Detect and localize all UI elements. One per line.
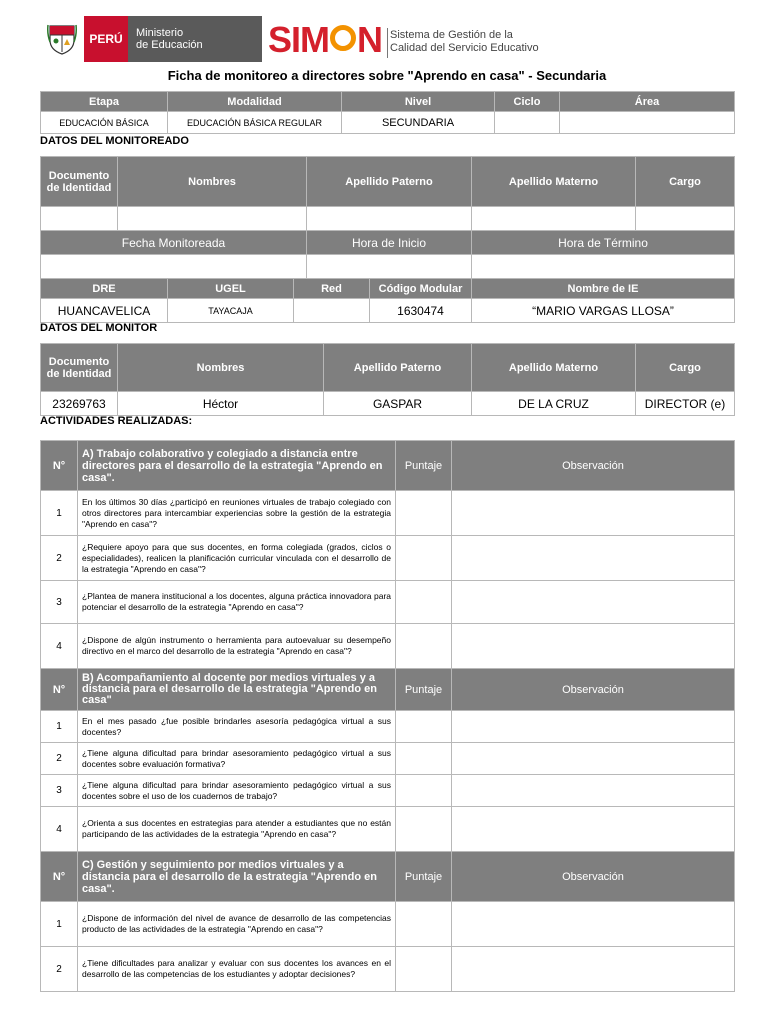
observation-header: Observación — [452, 669, 735, 711]
section-c-title: C) Gestión y seguimiento por medios virtuales y a distancia para el desarrollo de la estrategia "Aprendo en casa". — [78, 852, 396, 902]
monitored-role-header: Cargo — [636, 157, 735, 207]
modular-code-value[interactable]: 1630474 — [370, 299, 472, 323]
stage-value[interactable]: EDUCACIÓN BÁSICA — [41, 112, 168, 134]
table-row — [41, 807, 735, 852]
peru-label: PERÚ — [84, 16, 128, 62]
monitor-paternal-header: Apellido Paterno — [324, 344, 472, 392]
monitored-paternal-value[interactable] — [307, 207, 472, 231]
monitor-role-header: Cargo — [636, 344, 735, 392]
score-cell[interactable] — [396, 947, 452, 992]
item-number: 2 — [41, 743, 78, 775]
table-row — [41, 902, 735, 947]
observation-cell[interactable] — [452, 902, 735, 947]
item-number: 4 — [41, 624, 78, 669]
observation-header: Observación — [452, 441, 735, 491]
stage-table — [40, 91, 735, 134]
item-number: 1 — [41, 902, 78, 947]
monitoring-time-table — [40, 230, 735, 279]
simon-logo: SIM N — [268, 19, 383, 60]
activities-section-label: ACTIVIDADES REALIZADAS: — [40, 415, 193, 427]
item-question: ¿Plantea de manera institucional a los docentes, alguna práctica innovadora para potenciar el desarrollo de la estrategia "Aprendo en casa"? — [78, 581, 396, 624]
level-header: Nivel — [342, 92, 495, 112]
logo-divider — [387, 28, 388, 58]
monitor-names-value[interactable]: Héctor — [118, 392, 324, 416]
item-number: 2 — [41, 947, 78, 992]
item-number: 2 — [41, 536, 78, 581]
monitored-date-value[interactable] — [41, 255, 307, 279]
section-a-title: A) Trabajo colaborativo y colegiado a distancia entre directores para el desarrollo de la estrategia "Aprendo en casa". — [78, 441, 396, 491]
ugel-value[interactable]: TAYACAJA — [168, 299, 294, 323]
item-number: 3 — [41, 581, 78, 624]
dre-header: DRE — [41, 279, 168, 299]
simon-logo-o-icon — [330, 25, 356, 51]
area-value[interactable] — [560, 112, 735, 134]
monitor-paternal-value[interactable]: GASPAR — [324, 392, 472, 416]
score-cell[interactable] — [396, 807, 452, 852]
table-row — [41, 775, 735, 807]
item-question: En el mes pasado ¿fue posible brindarles asesoría pedagógica virtual a sus docentes? — [78, 711, 396, 743]
page-header — [40, 16, 540, 62]
score-cell[interactable] — [396, 743, 452, 775]
table-row — [41, 491, 735, 536]
section-a-header — [41, 441, 735, 491]
monitor-maternal-value[interactable]: DE LA CRUZ — [472, 392, 636, 416]
ministry-logo — [40, 16, 262, 62]
monitored-maternal-value[interactable] — [472, 207, 636, 231]
observation-cell[interactable] — [452, 775, 735, 807]
table-row — [41, 581, 735, 624]
coat-of-arms-icon — [40, 16, 84, 62]
score-cell[interactable] — [396, 902, 452, 947]
number-header: N° — [41, 441, 78, 491]
section-b-header — [41, 669, 735, 711]
section-c-header — [41, 852, 735, 902]
item-question: ¿Tiene dificultades para analizar y evaluar con sus docentes los avances en el desarrollo de las competencias de los estudiantes y adoptar decisiones? — [78, 947, 396, 992]
monitored-date-header: Fecha Monitoreada — [41, 231, 307, 255]
monitored-names-header: Nombres — [118, 157, 307, 207]
monitor-doc-header: Documento de Identidad — [41, 344, 118, 392]
cycle-value[interactable] — [495, 112, 560, 134]
observation-cell[interactable] — [452, 947, 735, 992]
simon-subtitle — [390, 29, 539, 55]
number-header: N° — [41, 852, 78, 902]
table-row — [41, 624, 735, 669]
score-cell[interactable] — [396, 536, 452, 581]
monitor-maternal-header: Apellido Materno — [472, 344, 636, 392]
item-question: En los últimos 30 días ¿participó en reuniones virtuales de trabajo colegiado con otros directores para intercambiar experiencias sobre la gestión de la estrategia "Aprendo en casa"? — [78, 491, 396, 536]
level-value[interactable]: SECUNDARIA — [342, 112, 495, 134]
simon-sub-line1: Sistema de Gestión de la — [390, 29, 513, 41]
ministry-line2: de Educación — [136, 39, 203, 51]
table-row — [41, 743, 735, 775]
modality-value[interactable]: EDUCACIÓN BÁSICA REGULAR — [168, 112, 342, 134]
score-cell[interactable] — [396, 775, 452, 807]
monitored-section-label: DATOS DEL MONITOREADO — [40, 135, 189, 147]
item-number: 4 — [41, 807, 78, 852]
score-header: Puntaje — [396, 441, 452, 491]
monitor-table — [40, 343, 735, 416]
item-question: ¿Tiene alguna dificultad para brindar asesoramiento pedagógico virtual a sus docentes sobre el uso de los cuadernos de trabajo? — [78, 775, 396, 807]
page-title: Ficha de monitoreo a directores sobre "Aprendo en casa" - Secundaria — [167, 68, 607, 83]
school-name-value[interactable]: “MARIO VARGAS LLOSA” — [472, 299, 735, 323]
end-time-value[interactable] — [472, 255, 735, 279]
modular-code-header: Código Modular — [370, 279, 472, 299]
observation-cell[interactable] — [452, 711, 735, 743]
monitored-doc-header: Documento de Identidad — [41, 157, 118, 207]
ministry-line1: Ministerio — [136, 27, 184, 39]
monitored-paternal-header: Apellido Paterno — [307, 157, 472, 207]
network-value[interactable] — [294, 299, 370, 323]
observation-cell[interactable] — [452, 536, 735, 581]
item-question: ¿Dispone de algún instrumento o herramienta para autoevaluar su desempeño directivo en el marco del desarrollo de la estrategia "Aprendo en casa"? — [78, 624, 396, 669]
activities-table — [40, 440, 735, 992]
number-header: N° — [41, 669, 78, 711]
section-b-title: B) Acompañamiento al docente por medios virtuales y a distancia para el desarrollo de la estrategia "Aprendo en casa" — [78, 669, 396, 711]
item-number: 1 — [41, 711, 78, 743]
item-question: ¿Tiene alguna dificultad para brindar asesoramiento pedagógico virtual a sus docentes sobre evaluación formativa? — [78, 743, 396, 775]
score-header: Puntaje — [396, 852, 452, 902]
item-question: ¿Requiere apoyo para que sus docentes, en forma colegiada (grados, ciclos o especialidades), realicen la planificación curricular vinculada con el desarrollo de la estrategia "Aprendo en casa"? — [78, 536, 396, 581]
school-name-header: Nombre de IE — [472, 279, 735, 299]
table-row — [41, 711, 735, 743]
monitor-names-header: Nombres — [118, 344, 324, 392]
modality-header: Modalidad — [168, 92, 342, 112]
score-cell[interactable] — [396, 581, 452, 624]
ministry-name — [128, 16, 262, 62]
observation-cell[interactable] — [452, 807, 735, 852]
monitor-doc-value[interactable]: 23269763 — [41, 392, 118, 416]
monitored-maternal-header: Apellido Materno — [472, 157, 636, 207]
cycle-header: Ciclo — [495, 92, 560, 112]
monitor-section-label: DATOS DEL MONITOR — [40, 322, 158, 334]
area-header: Área — [560, 92, 735, 112]
monitored-names-value[interactable] — [118, 207, 307, 231]
simon-sub-line2: Calidad del Servicio Educativo — [390, 42, 539, 54]
score-cell[interactable] — [396, 491, 452, 536]
monitored-doc-value[interactable] — [41, 207, 118, 231]
institution-table — [40, 278, 735, 323]
end-time-header: Hora de Término — [472, 231, 735, 255]
item-number: 1 — [41, 491, 78, 536]
item-question: ¿Orienta a sus docentes en estrategias para atender a estudiantes que no están participando de las actividades de la estrategia "Aprendo en casa"? — [78, 807, 396, 852]
start-time-header: Hora de Inicio — [307, 231, 472, 255]
stage-header: Etapa — [41, 92, 168, 112]
observation-cell[interactable] — [452, 491, 735, 536]
score-cell[interactable] — [396, 711, 452, 743]
score-cell[interactable] — [396, 624, 452, 669]
observation-cell[interactable] — [452, 624, 735, 669]
observation-cell[interactable] — [452, 581, 735, 624]
monitor-role-value[interactable]: DIRECTOR (e) — [636, 392, 735, 416]
monitored-table — [40, 156, 735, 231]
dre-value[interactable]: HUANCAVELICA — [41, 299, 168, 323]
start-time-value[interactable] — [307, 255, 472, 279]
ugel-header: UGEL — [168, 279, 294, 299]
table-row — [41, 536, 735, 581]
item-question: ¿Dispone de información del nivel de avance de desarrollo de las competencias producto de las actividades de la estrategia "Aprendo en casa"? — [78, 902, 396, 947]
score-header: Puntaje — [396, 669, 452, 711]
item-number: 3 — [41, 775, 78, 807]
monitored-role-value[interactable] — [636, 207, 735, 231]
table-row — [41, 947, 735, 992]
observation-cell[interactable] — [452, 743, 735, 775]
network-header: Red — [294, 279, 370, 299]
observation-header: Observación — [452, 852, 735, 902]
